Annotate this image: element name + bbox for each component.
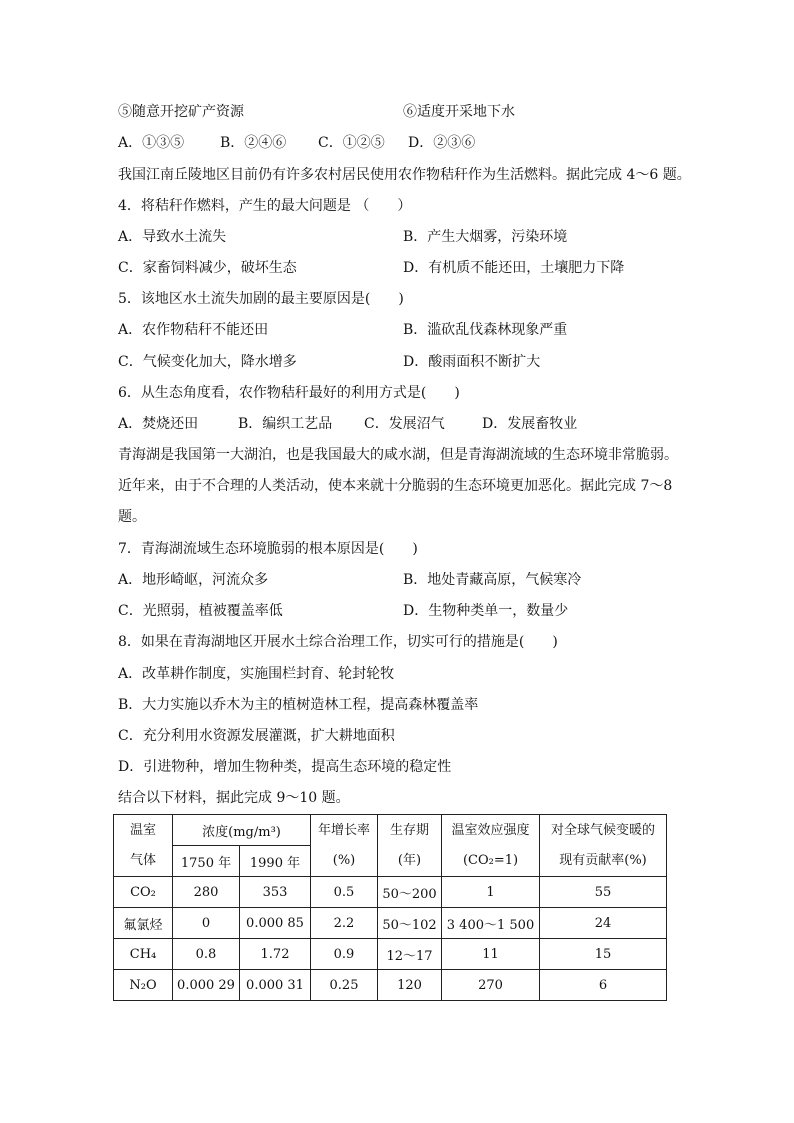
cell-gas: CH₄ — [114, 939, 173, 970]
cell-growth: 0.9 — [311, 939, 378, 970]
cell-effect: 11 — [442, 939, 540, 970]
q3-choice-b: B．②④⑥ — [220, 135, 287, 151]
header-growth: 年增长率 (%) — [311, 815, 378, 877]
cell-effect: 270 — [442, 970, 540, 1001]
q5-choice-c: C．气候变化加大，降水增多 — [118, 354, 297, 370]
cell-gas: CO₂ — [114, 877, 173, 908]
table-row — [114, 877, 667, 908]
cell-effect: 3 400～1 500 — [442, 908, 540, 939]
q5-stem: 5．该地区水土流失加剧的最主要原因是( ) — [118, 291, 404, 307]
table-row — [114, 970, 667, 1001]
q4-choice-c: C．家畜饲料减少，破坏生态 — [118, 260, 297, 276]
table-row — [114, 908, 667, 939]
cell-lifetime: 50～200 — [378, 877, 442, 908]
header-1750: 1750 年 — [173, 846, 240, 877]
q3-choice-c: C．①②⑤ — [318, 135, 385, 151]
header-lifetime: 生存期 (年) — [378, 815, 442, 877]
q6-choice-d: D．发展畜牧业 — [482, 416, 578, 432]
q5-choice-a: A．农作物秸秆不能还田 — [118, 322, 269, 338]
cell-contribution: 24 — [540, 908, 667, 939]
cell-growth: 0.25 — [311, 970, 378, 1001]
cell-1990: 0.000 85 — [240, 908, 311, 939]
q4-choice-a: A．导致水土流失 — [118, 229, 227, 245]
intro-7-8-line1: 青海湖是我国第一大湖泊，也是我国最大的咸水湖，但是青海湖流域的生态环境非常脆弱。 — [118, 447, 678, 463]
greenhouse-gas-table — [113, 814, 667, 1001]
q7-choice-d: D．生物种类单一，数量少 — [403, 603, 569, 619]
cell-growth: 0.5 — [311, 877, 378, 908]
cell-gas: 氟氯烃 — [114, 908, 173, 939]
q8-choice-a: A．改革耕作制度，实施围栏封育、轮封轮牧 — [118, 666, 395, 682]
cell-1750: 0.8 — [173, 939, 240, 970]
q7-stem: 7．青海湖流域生态环境脆弱的根本原因是( ) — [118, 541, 418, 557]
q7-choice-c: C．光照弱，植被覆盖率低 — [118, 603, 283, 619]
cell-contribution: 6 — [540, 970, 667, 1001]
cell-1990: 353 — [240, 877, 311, 908]
cell-growth: 2.2 — [311, 908, 378, 939]
q5-choice-d: D．酸雨面积不断扩大 — [403, 354, 541, 370]
q6-stem: 6．从生态角度看，农作物秸秆最好的利用方式是( ) — [118, 385, 460, 401]
cell-contribution: 15 — [540, 939, 667, 970]
table-row — [114, 939, 667, 970]
intro-4-6: 我国江南丘陵地区目前仍有许多农村居民使用农作物秸秆作为生活燃料。据此完成 4～6 题。 — [118, 167, 691, 183]
q7-choice-b: B．地处青藏高原，气候寒冷 — [403, 572, 582, 588]
header-gas: 温室 气体 — [114, 815, 173, 877]
intro-9-10: 结合以下材料，据此完成 9～10 题。 — [118, 790, 350, 806]
cell-lifetime: 12～17 — [378, 939, 442, 970]
q4-stem: 4．将秸秆作燃料，产生的最大问题是 （ ） — [118, 198, 412, 214]
option-6: ⑥适度开采地下水 — [403, 104, 515, 120]
option-5: ⑤随意开挖矿产资源 — [118, 104, 244, 120]
q8-choice-b: B．大力实施以乔木为主的植树造林工程，提高森林覆盖率 — [118, 697, 479, 713]
intro-7-8-line3: 题。 — [118, 509, 146, 525]
q6-choice-c: C．发展沼气 — [364, 416, 445, 432]
q8-stem: 8．如果在青海湖地区开展水土综合治理工作，切实可行的措施是( ) — [118, 634, 558, 650]
intro-7-8-line2: 近年来，由于不合理的人类活动，使本来就十分脆弱的生态环境更加恶化。据此完成 7～8 — [118, 478, 673, 494]
cell-1990: 0.000 31 — [240, 970, 311, 1001]
q4-choice-d: D．有机质不能还田，土壤肥力下降 — [403, 260, 625, 276]
header-concentration: 浓度(mg/m³) — [173, 815, 311, 846]
q6-choice-a: A．焚烧还田 — [118, 416, 199, 432]
header-contribution: 对全球气候变暖的 现有贡献率(%) — [540, 815, 667, 877]
q8-choice-d: D．引进物种，增加生物种类，提高生态环境的稳定性 — [118, 759, 452, 775]
q5-choice-b: B．滥砍乱伐森林现象严重 — [403, 322, 568, 338]
q3-choice-d: D．②③⑥ — [408, 135, 476, 151]
cell-1990: 1.72 — [240, 939, 311, 970]
cell-effect: 1 — [442, 877, 540, 908]
cell-1750: 0 — [173, 908, 240, 939]
cell-contribution: 55 — [540, 877, 667, 908]
q4-choice-b: B．产生大烟雾，污染环境 — [403, 229, 568, 245]
q7-choice-a: A．地形崎岖，河流众多 — [118, 572, 269, 588]
cell-1750: 280 — [173, 877, 240, 908]
q6-choice-b: B．编织工艺品 — [238, 416, 333, 432]
header-effect: 温室效应强度 (CO₂=1) — [442, 815, 540, 877]
cell-gas: N₂O — [114, 970, 173, 1001]
header-1990: 1990 年 — [240, 846, 311, 877]
cell-lifetime: 50～102 — [378, 908, 442, 939]
cell-1750: 0.000 29 — [173, 970, 240, 1001]
cell-lifetime: 120 — [378, 970, 442, 1001]
q8-choice-c: C．充分利用水资源发展灌溉，扩大耕地面积 — [118, 728, 395, 744]
q3-choice-a: A．①③⑤ — [118, 135, 185, 151]
